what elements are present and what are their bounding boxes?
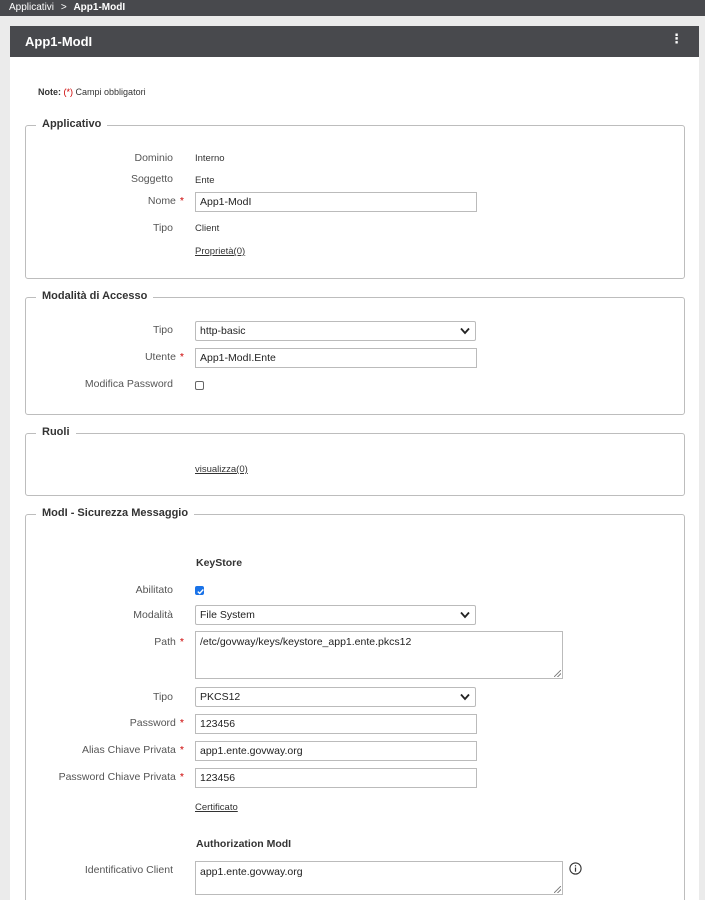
tipo-keystore-selected: PKCS12: [200, 691, 241, 703]
tipo-keystore-label: Tipo: [152, 691, 173, 703]
required-marker: *: [179, 195, 184, 207]
legend-applicativo: Applicativo: [36, 118, 107, 130]
password-label: Password *: [129, 717, 184, 729]
required-marker: *: [179, 771, 184, 783]
required-marker: *: [179, 717, 184, 729]
path-value: /etc/govway/keys/keystore_app1.ente.pkcs12: [200, 636, 412, 648]
password-chiave-input[interactable]: 123456: [195, 768, 477, 788]
certificato-link[interactable]: Certificato: [195, 802, 238, 813]
note-label: Note:: [38, 87, 61, 97]
page-title: App1-ModI: [25, 34, 93, 49]
proprieta-link[interactable]: Proprietà(0): [195, 246, 246, 257]
breadcrumb: [0, 0, 705, 16]
alias-chiave-input[interactable]: app1.ente.govway.org: [195, 741, 477, 761]
note-text: Campi obbligatori: [75, 87, 146, 97]
tipo-applicativo-value: Client: [195, 223, 220, 234]
abilitato-checkbox[interactable]: [195, 586, 204, 595]
tipo-accesso-label: Tipo: [152, 324, 173, 336]
identificativo-client-value: app1.ente.govway.org: [200, 866, 303, 878]
modalita-selected: File System: [200, 609, 255, 621]
abilitato-label: Abilitato: [135, 584, 173, 596]
utente-label: Utente *: [144, 351, 184, 363]
password-chiave-label: Password Chiave Privata *: [58, 771, 184, 783]
info-icon[interactable]: [569, 862, 582, 875]
note-required-marker: (*): [63, 87, 74, 97]
fieldset-modi: [25, 507, 685, 900]
soggetto-value: Ente: [195, 175, 215, 186]
alias-chiave-label: Alias Chiave Privata *: [81, 744, 184, 756]
identificativo-client-label: Identificativo Client: [84, 864, 173, 876]
soggetto-label: Soggetto: [130, 173, 173, 185]
tipo-keystore-select[interactable]: [195, 687, 476, 707]
dominio-value: Interno: [195, 153, 225, 164]
legend-modi: ModI - Sicurezza Messaggio: [36, 507, 194, 519]
legend-accesso: Modalità di Accesso: [36, 290, 153, 302]
breadcrumb-current: App1-ModI: [73, 2, 126, 13]
keystore-heading: KeyStore: [196, 557, 243, 569]
modalita-select[interactable]: [195, 605, 476, 625]
chevron-down-icon: [460, 611, 470, 619]
resize-grip-icon[interactable]: [554, 886, 561, 893]
more-options-icon[interactable]: ⋮: [670, 31, 683, 46]
path-label: Path *: [154, 636, 184, 648]
tipo-accesso-selected: http-basic: [200, 325, 246, 337]
nome-input[interactable]: App1-ModI: [195, 192, 477, 212]
resize-grip-icon[interactable]: [554, 670, 561, 677]
identificativo-client-textarea[interactable]: [195, 861, 563, 895]
path-textarea[interactable]: [195, 631, 563, 679]
modifica-password-label: Modifica Password: [84, 378, 173, 390]
dominio-label: Dominio: [134, 152, 173, 164]
chevron-down-icon: [460, 693, 470, 701]
required-marker: *: [179, 351, 184, 363]
breadcrumb-separator: >: [60, 2, 67, 13]
password-input[interactable]: 123456: [195, 714, 477, 734]
required-marker: *: [179, 744, 184, 756]
page-header: [10, 26, 699, 57]
chevron-down-icon: [460, 327, 470, 335]
tipo-applicativo-label: Tipo: [152, 222, 173, 234]
nome-label: Nome *: [147, 195, 184, 207]
visualizza-ruoli-link[interactable]: visualizza(0): [195, 464, 248, 475]
modifica-password-checkbox[interactable]: [195, 381, 204, 390]
authorization-heading: Authorization ModI: [196, 838, 292, 850]
fieldset-ruoli: [25, 426, 685, 496]
tipo-accesso-select[interactable]: [195, 321, 476, 341]
utente-input[interactable]: App1-ModI.Ente: [195, 348, 477, 368]
checkmark-icon: [196, 587, 205, 596]
required-marker: *: [179, 636, 184, 648]
required-fields-note: [38, 87, 146, 97]
legend-ruoli: Ruoli: [36, 426, 76, 438]
modalita-label: Modalità: [133, 609, 173, 621]
breadcrumb-parent-link[interactable]: Applicativi: [9, 2, 55, 13]
